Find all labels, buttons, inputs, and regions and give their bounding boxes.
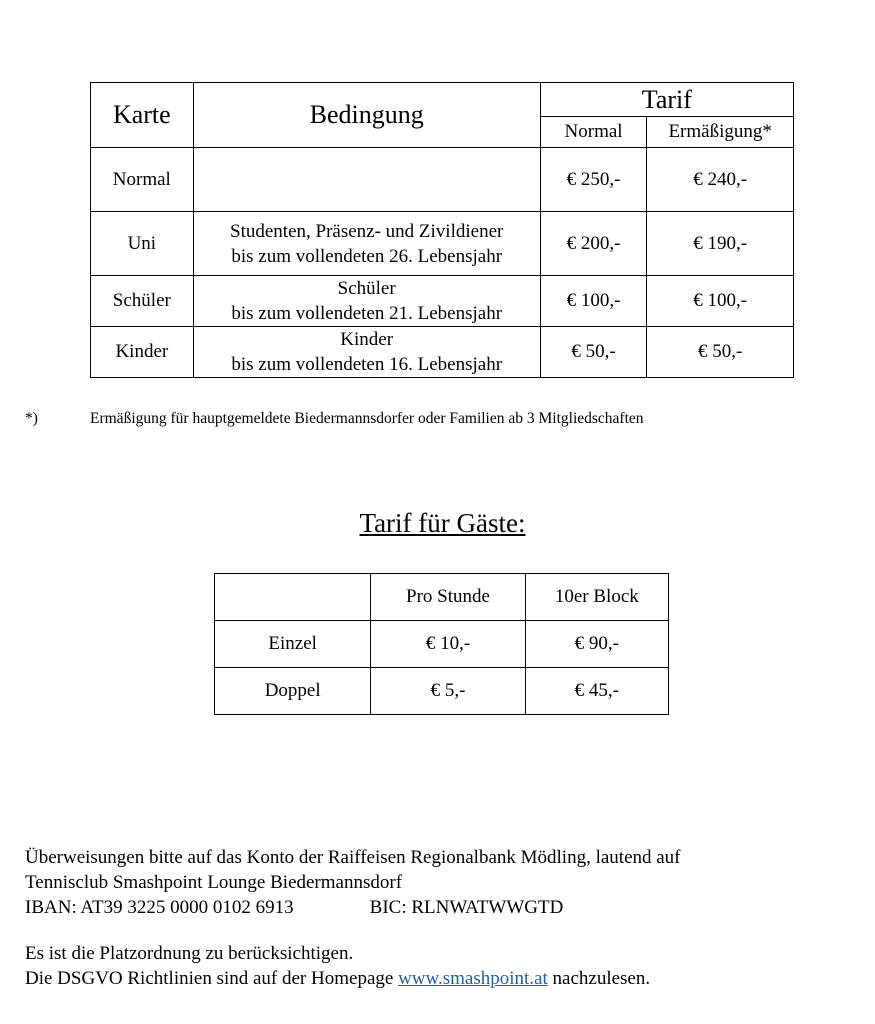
condition-line: bis zum vollendeten 26. Lebensjahr bbox=[231, 245, 503, 267]
footnote-mark: *) bbox=[25, 410, 38, 427]
cell-karte: Kinder bbox=[91, 327, 194, 378]
cell-guest-type: Doppel bbox=[215, 668, 371, 715]
bank-codes bbox=[25, 895, 865, 920]
cell-reduced-price: € 100,- bbox=[647, 276, 794, 327]
cell-normal-price: € 100,- bbox=[540, 276, 647, 327]
dsgvo-prefix: Die DSGVO Richtlinien sind auf der Homepage bbox=[25, 968, 399, 989]
dsgvo-suffix: nachzulesen. bbox=[547, 968, 651, 989]
guest-tariff-table bbox=[214, 573, 669, 715]
table-row bbox=[215, 668, 669, 715]
cell-pro-stunde: € 5,- bbox=[371, 668, 525, 715]
cell-karte: Uni bbox=[91, 212, 194, 276]
table-header-row bbox=[215, 574, 669, 621]
cell-10er-block: € 90,- bbox=[525, 621, 668, 668]
iban: IBAN: AT39 3225 0000 0102 6913 bbox=[25, 897, 294, 918]
homepage-link[interactable]: www.smashpoint.at bbox=[398, 968, 548, 989]
condition-line: bis zum vollendeten 21. Lebensjahr bbox=[231, 303, 503, 324]
header-normal: Normal bbox=[540, 117, 647, 148]
cell-bedingung bbox=[193, 276, 540, 327]
membership-tariff-table bbox=[90, 82, 794, 378]
table-row bbox=[91, 212, 794, 276]
footnote bbox=[25, 410, 845, 428]
header-empty bbox=[215, 574, 371, 621]
header-tarif: Tarif bbox=[540, 83, 793, 117]
condition-line: Schüler bbox=[337, 278, 396, 299]
cell-normal-price: € 250,- bbox=[540, 148, 647, 212]
condition-line: bis zum vollendeten 16. Lebensjahr bbox=[231, 354, 503, 375]
guest-tariff-title: Tarif für Gäste: bbox=[359, 508, 526, 538]
cell-guest-type: Einzel bbox=[215, 621, 371, 668]
footnote-text: Ermäßigung für hauptgemeldete Biedermannsdorfer oder Familien ab 3 Mitgliedschaften bbox=[90, 410, 644, 427]
bank-transfer-text: Überweisungen bitte auf das Konto der Raiffeisen Regionalbank Mödling, lautend auf bbox=[25, 847, 681, 868]
header-bedingung: Bedingung bbox=[193, 83, 540, 148]
bic: BIC: RLNWATWWGTD bbox=[369, 897, 564, 918]
court-rules-note: Es ist die Platzordnung zu berücksichtigen. bbox=[25, 943, 354, 964]
cell-reduced-price: € 190,- bbox=[647, 212, 794, 276]
condition-line: Kinder bbox=[340, 329, 394, 350]
cell-pro-stunde: € 10,- bbox=[371, 621, 525, 668]
cell-bedingung bbox=[193, 212, 540, 276]
account-holder: Tennisclub Smashpoint Lounge Biedermannsdorf bbox=[25, 872, 403, 893]
cell-reduced-price: € 240,- bbox=[647, 148, 794, 212]
bank-info bbox=[25, 845, 865, 991]
table-row bbox=[215, 621, 669, 668]
header-karte: Karte bbox=[91, 83, 194, 148]
table-row bbox=[91, 276, 794, 327]
cell-normal-price: € 200,- bbox=[540, 212, 647, 276]
cell-10er-block: € 45,- bbox=[525, 668, 668, 715]
header-pro-stunde: Pro Stunde bbox=[371, 574, 525, 621]
table-row bbox=[91, 327, 794, 378]
cell-karte: Normal bbox=[91, 148, 194, 212]
condition-line: Studenten, Präsenz- und Zivildiener bbox=[230, 220, 504, 242]
cell-bedingung bbox=[193, 148, 540, 212]
dsgvo-note bbox=[25, 966, 865, 991]
cell-reduced-price: € 50,- bbox=[647, 327, 794, 378]
cell-bedingung bbox=[193, 327, 540, 378]
header-ermaessigung: Ermäßigung* bbox=[647, 117, 794, 148]
cell-normal-price: € 50,- bbox=[540, 327, 647, 378]
header-10er-block: 10er Block bbox=[525, 574, 668, 621]
table-row bbox=[91, 148, 794, 212]
cell-karte: Schüler bbox=[91, 276, 194, 327]
